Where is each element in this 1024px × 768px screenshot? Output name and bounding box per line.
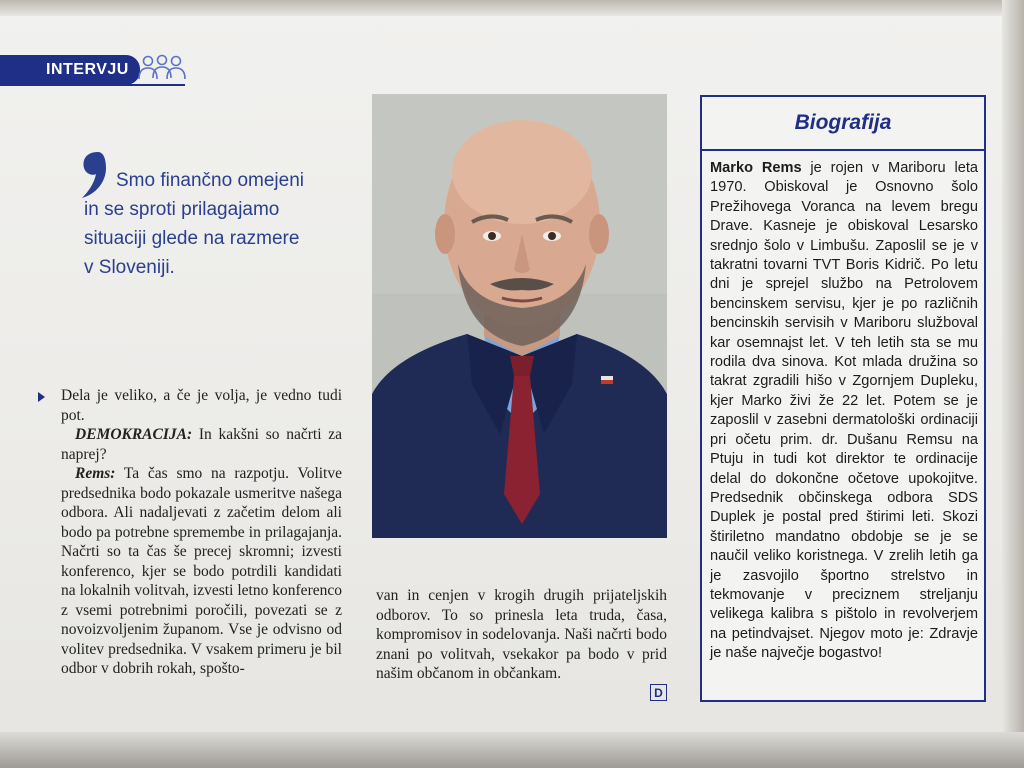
biography-title: Biografija: [794, 111, 892, 134]
section-rule: [0, 84, 185, 86]
question-label: DEMOKRACIJA:: [75, 426, 193, 443]
biography-text: [710, 159, 978, 664]
page-bottom-shadow: [0, 732, 1024, 768]
answer-paragraph: [61, 464, 342, 679]
biography-name: Marko Rems: [710, 160, 802, 176]
article-column-1: [61, 386, 342, 679]
lead-paragraph: Dela je veliko, a če je volja, je vedno tudi pot.: [61, 387, 342, 424]
page-fold-shadow: [1002, 0, 1024, 768]
biography-box: [700, 95, 986, 702]
question-text: In kakšni so načrti za naprej?: [61, 426, 342, 463]
answer-text: Ta čas smo na razpotju. Volitve predsednika bodo pokazale usmeritve našega odbora. Ali nadaljevati z začetim delom ali bodo pa potrebne spremembe in prilagajanja. Načrti so ta čas še precej skromni; izvesti konferenco, kjer se bodo potrdili kandidati na lokalnih volitvah, izvesti letno konferenco z vsemi potrebnimi poročili, povezati se z novoizvoljenim županom. Vse je odvisno od volitev predsednika. V vsakem primeru je bil odbor v dobrih rokah, spošto-: [61, 465, 342, 677]
question-paragraph: [61, 425, 342, 464]
page-top-edge: [0, 0, 1024, 16]
biography-title-rule: [702, 149, 984, 151]
continuation-paragraph: van in cenjen v krogih drugih prijateljskih odborov. To so prinesla leta truda, časa, kompromisov in sodelovanja. Naši načrti bodo znani po volitvah, vsekakor pa bodo v prid našim občanom in občankam.: [376, 587, 667, 682]
pull-quote: Smo finančno omejeni in se sproti prilagajamo situaciji glede na razmere v Sloveniji.: [84, 170, 304, 278]
lead-arrow-icon: [38, 392, 45, 402]
portrait-photo: [372, 94, 667, 538]
biography-body: je rojen v Mariboru leta 1970. Obiskoval je Osnovno šolo Prežihovega Voranca na levem bregu Drave. Kasneje je obiskoval Lesarsko srednjo šolo v Limbušu. Zaposlil se je v takratni tovarni TVT Boris Kidrič. Po letu dni je sprejel službo na Petrolovem bencinskem servisu, kjer je po različnih bencinskih servisih v Mariboru služboval kar osemnajst let. V teh letih sta se mu rodila dva sinova. Kot mlada družina so takrat zgradili hišo v Zgornjem Dupleku, kjer Marko živi že 22 let. Potem se je zaposlil v zasebni dermatološki ordinaciji pri očetu prim. dr. Dušanu Remsu na Ptuju in tudi kot direktor te ordinacije delal do dokončne očetove upokojitve. Predsednik občinskega odbora SDS Duplek je postal pred štirimi leti. Skozi štiriletno mandatno obdobje se je se naučil veliko koristnega. V zrelih letih ga je zasvojilo športno strelstvo in tekmovanje v preciznem streljanju velikega kalibra s pištolo in revolverjem na petindvajset. Njegov moto je: Zdravje je naše največje bogastvo!: [710, 160, 978, 662]
end-mark-icon: D: [650, 684, 667, 701]
people-icon: [136, 52, 186, 82]
section-tag: INTERVJU: [0, 55, 140, 85]
answer-label: Rems:: [75, 465, 116, 482]
article-column-2: [376, 586, 667, 684]
